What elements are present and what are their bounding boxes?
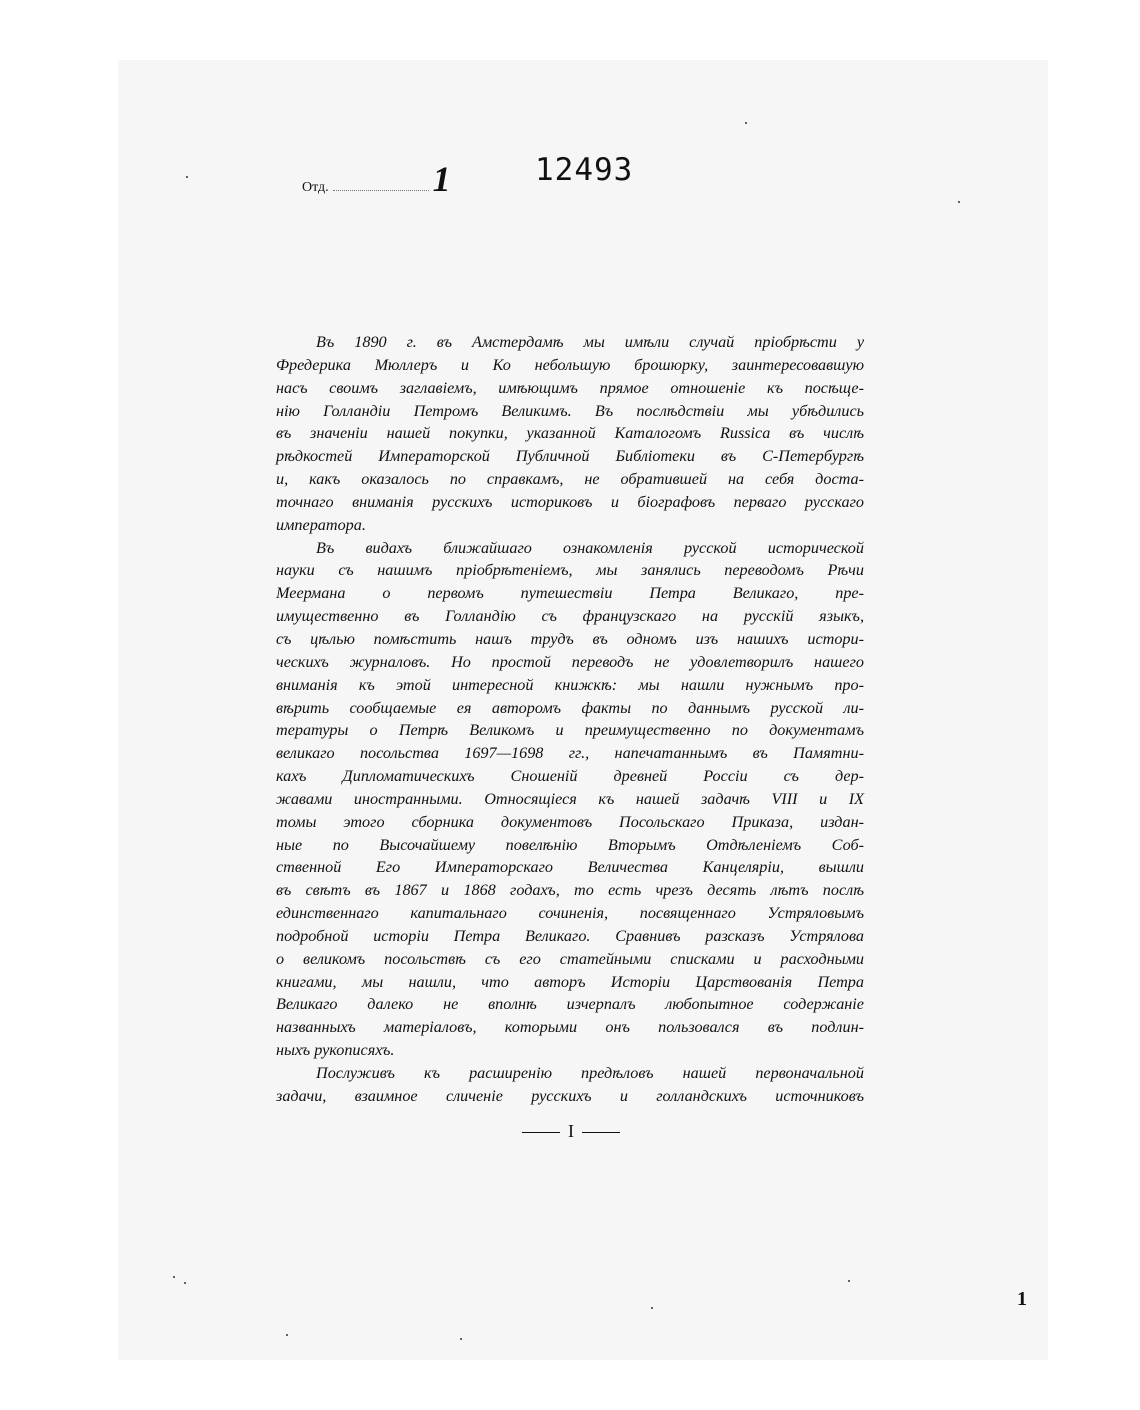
text-line: ныхъ рукописяхъ. bbox=[276, 1041, 395, 1060]
text-line: имущественно въ Голландію съ французскаго на русскій языкъ, bbox=[276, 607, 864, 626]
margin-mark: 1 bbox=[1017, 1288, 1027, 1310]
scan-speck bbox=[184, 1282, 186, 1284]
text-line: съ цѣлью помѣстить нашъ трудъ въ одномъ изъ нашихъ истори- bbox=[276, 629, 864, 648]
text-line: Въ видахъ ближайшаго ознакомленія русской исторической bbox=[316, 538, 864, 557]
text-line: подробной исторіи Петра Великаго. Сравнивъ разсказъ Устрялова bbox=[276, 926, 864, 945]
text-line: вниманія къ этой интересной книжкѣ: мы нашли нужнымъ про- bbox=[276, 675, 864, 694]
text-line: Меермана о первомъ путешествіи Петра Великаго, пре- bbox=[276, 584, 864, 603]
text-line: задачи, взаимное сличеніе русскихъ и голландскихъ источниковъ bbox=[276, 1086, 864, 1105]
scan-speck bbox=[848, 1280, 850, 1282]
footer-dash-left bbox=[522, 1132, 560, 1133]
text-line: ные по Высочайшему повелѣнію Вторымъ Отдѣленіемъ Соб- bbox=[276, 835, 864, 854]
text-line: въ значеніи нашей покупки, указанной Каталогомъ Russica въ числѣ bbox=[276, 424, 864, 443]
text-line: насъ своимъ заглавіемъ, имѣющимъ прямое отношеніе къ посѣще- bbox=[276, 378, 864, 397]
text-line: Великаго далеко не вполнѣ изчерпалъ любопытное содержаніе bbox=[276, 995, 864, 1014]
text-line: жавами иностранными. Относящіеся къ нашей задачѣ VIII и IX bbox=[276, 789, 864, 808]
footer-dash-right bbox=[582, 1132, 620, 1133]
text-line: рѣдкостей Императорской Публичной Библіотеки въ С-Петербургѣ bbox=[276, 447, 864, 466]
text-line: названныхъ матеріаловъ, которыми онъ пользовался въ подлин- bbox=[276, 1018, 864, 1037]
library-stamp bbox=[302, 158, 451, 200]
text-line: и, какъ оказалось по справкамъ, не обратившей на себя доста- bbox=[276, 470, 864, 489]
text-line: о великомъ посольствѣ съ его статейными списками и расходными bbox=[276, 949, 864, 968]
text-line: вѣрить сообщаемые ея авторомъ факты по даннымъ русской ли- bbox=[276, 698, 864, 717]
scan-speck bbox=[745, 122, 747, 124]
page-number bbox=[511, 1121, 631, 1142]
stamp-prefix: Отд. bbox=[302, 180, 329, 195]
scan-speck bbox=[186, 176, 188, 178]
text-line: Фредерика Мюллеръ и Ко небольшую брошюрку, заинтересовавшую bbox=[276, 355, 864, 374]
text-line: кахъ Дипломатическихъ Сношеній древней Россіи съ дер- bbox=[276, 767, 864, 786]
stamp-dotted-line bbox=[333, 190, 429, 191]
text-line: тературы о Петрѣ Великомъ и преимущественно по документамъ bbox=[276, 721, 864, 740]
text-line: точнаго вниманія русскихъ историковъ и біографовъ перваго русскаго bbox=[276, 492, 864, 511]
inventory-number: 12493 bbox=[535, 152, 634, 188]
scan-speck bbox=[286, 1334, 288, 1336]
text-line: въ свѣтъ въ 1867 и 1868 годахъ, то есть чрезъ десять лѣтъ послѣ bbox=[276, 881, 864, 900]
text-line: ческихъ журналовъ. Но простой переводъ не удовлетворилъ нашего bbox=[276, 652, 864, 671]
text-line: науки съ нашимъ пріобрѣтеніемъ, мы занялись переводомъ Рѣчи bbox=[276, 561, 864, 580]
text-line: ственной Его Императорскаго Величества Канцеляріи, вышли bbox=[276, 858, 864, 877]
scan-speck bbox=[173, 1276, 175, 1278]
stamp-mark: 1 bbox=[432, 159, 451, 199]
scan-speck bbox=[958, 201, 960, 203]
text-line: нію Голландіи Петромъ Великимъ. Въ послѣдствіи мы убѣдились bbox=[276, 401, 864, 420]
main-text bbox=[276, 331, 864, 1108]
text-line: Послуживъ къ расширенію предѣловъ нашей первоначальной bbox=[316, 1064, 864, 1082]
text-line: книгами, мы нашли, что авторъ Исторіи Царствованія Петра bbox=[276, 972, 864, 991]
text-line: императора. bbox=[276, 515, 366, 534]
text-line: Въ 1890 г. въ Амстердамѣ мы имѣли случай пріобрѣсти у bbox=[316, 333, 864, 351]
text-line: томы этого сборника документовъ Посольскаго Приказа, издан- bbox=[276, 812, 864, 831]
text-line: единственнаго капитальнаго сочиненія, посвященнаго Устряловымъ bbox=[276, 904, 864, 923]
text-line: великаго посольства 1697—1698 гг., напечатаннымъ въ Памятни- bbox=[276, 744, 864, 763]
scan-speck bbox=[460, 1338, 462, 1340]
scan-speck bbox=[651, 1307, 653, 1309]
page-number-text: I bbox=[568, 1121, 574, 1141]
